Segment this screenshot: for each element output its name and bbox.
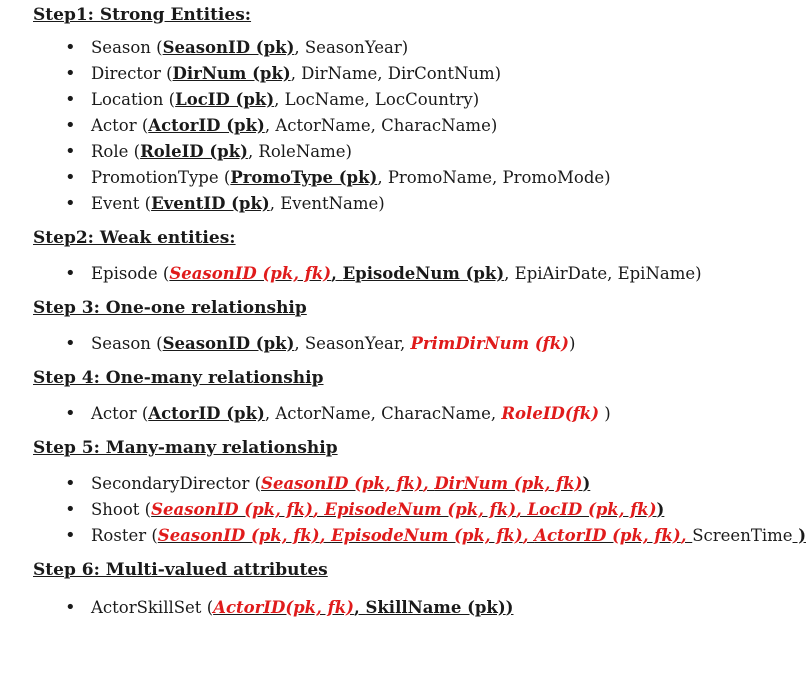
paren-open: ( [157,264,170,283]
paren-open: ( [201,598,214,617]
entity-name: Actor [91,404,137,423]
list-item-actor [65,113,802,139]
primary-key: PromoType (pk) [230,168,378,187]
step5-heading: Step 5: Many-many relationship [33,438,338,458]
list-item-season-1to1 [65,331,802,357]
entity-name: Shoot [91,500,140,519]
foreign-key: LocID (pk, fk) [527,500,657,519]
list-item-location [65,87,802,113]
separator: , [331,264,343,283]
section-step1 [33,4,802,217]
paren-open: ( [139,194,152,213]
section-step2 [33,227,802,287]
list-item-roster [65,523,806,549]
list-item-shoot [65,497,802,523]
foreign-key: ActorID (pk, fk) [534,526,681,545]
foreign-key: SeasonID (pk, fk) [151,500,313,519]
paren-close: ) [792,526,806,545]
section-step4 [33,367,802,427]
primary-key: ActorID (pk) [148,404,265,423]
paren-close: ) [505,598,514,617]
separator: , [319,526,332,545]
primary-key: DirNum (pk) [172,64,291,83]
foreign-key: PrimDirNum (fk) [410,334,569,353]
primary-key: ActorID (pk) [148,116,265,135]
paren-open: ( [218,168,231,187]
separator: , [312,500,325,519]
step2-list [33,261,802,287]
list-item-promotiontype [65,165,802,191]
paren-close: ) [599,404,611,423]
foreign-key: ActorID(pk, fk) [213,598,354,617]
list-item-actorskillset [65,595,802,621]
attributes: , SeasonYear, [294,334,411,353]
entity-name: Location [91,90,164,109]
foreign-key: EpisodeNum (pk, fk) [324,500,517,519]
entity-name: Roster [91,526,147,545]
attributes: , LocName, LocCountry) [274,90,480,109]
attributes: , RoleName) [247,142,352,161]
foreign-key: EpisodeNum (pk, fk) [331,526,523,545]
step1-heading: Step1: Strong Entities: [33,5,252,25]
foreign-key: SeasonID (pk, fk) [169,264,332,283]
primary-key: SeasonID (pk) [162,38,295,57]
list-item-season [65,35,802,61]
foreign-key: RoleID(fk) [501,404,599,423]
list-item-secondarydirector [65,471,802,497]
separator: , [353,598,366,617]
section-step6 [33,559,802,621]
attributes: , ActorName, CharacName, [264,404,502,423]
attributes: ScreenTime [692,526,793,545]
list-item-event [65,191,802,217]
foreign-key: SeasonID (pk, fk) [261,474,423,493]
step4-heading: Step 4: One-many relationship [33,368,324,388]
entity-name: PromotionType [91,168,219,187]
paren-open: ( [136,404,149,423]
entity-name: Role [91,142,129,161]
primary-key: EpisodeNum (pk) [342,264,505,283]
entity-name: Event [91,194,140,213]
paren-open: ( [163,90,176,109]
step5-list [33,471,806,549]
entity-name: ActorSkillSet [91,598,202,617]
entity-name: Season [91,38,151,57]
attributes: , PromoName, PromoMode) [377,168,611,187]
step4-list [33,401,802,427]
primary-key: LocID (pk) [175,90,275,109]
step6-heading: Step 6: Multi-valued attributes [33,560,328,580]
list-item-episode [65,261,802,287]
separator: , [422,474,435,493]
primary-key: SeasonID (pk) [162,334,295,353]
list-item-actor-1toM [65,401,802,427]
step2-heading: Step2: Weak entities: [33,228,236,248]
primary-key: RoleID (pk) [140,142,248,161]
paren-open: ( [160,64,173,83]
paren-open: ( [128,142,141,161]
paren-open: ( [136,116,149,135]
paren-open: ( [249,474,262,493]
attributes: , EpiAirDate, EpiName) [504,264,702,283]
attributes: , EventName) [269,194,385,213]
foreign-key: SeasonID (pk, fk) [157,526,320,545]
foreign-key: DirNum (pk, fk) [434,474,583,493]
separator: , [522,526,535,545]
separator: , [516,500,528,519]
primary-key: SkillName (pk) [365,598,506,617]
section-step5 [33,437,806,549]
paren-close: ) [568,334,576,353]
section-step3 [33,297,802,357]
step6-list [33,595,802,621]
list-item-director [65,61,802,87]
entity-name: Season [91,334,151,353]
paren-open: ( [139,500,152,519]
attributes: , SeasonYear) [294,38,409,57]
list-item-role [65,139,802,165]
paren-open: ( [146,526,158,545]
entity-name: Director [91,64,161,83]
step1-list [33,35,802,217]
entity-name: Actor [91,116,137,135]
primary-key: EventID (pk) [151,194,270,213]
paren-close: ) [656,500,665,519]
attributes: , DirName, DirContNum) [290,64,502,83]
separator: , [680,526,693,545]
paren-open: ( [150,38,163,57]
paren-close: ) [582,474,591,493]
step3-list [33,331,802,357]
entity-name: SecondaryDirector [91,474,250,493]
attributes: , ActorName, CharacName) [264,116,498,135]
step3-heading: Step 3: One-one relationship [33,298,307,318]
entity-name: Episode [91,264,158,283]
paren-open: ( [150,334,163,353]
